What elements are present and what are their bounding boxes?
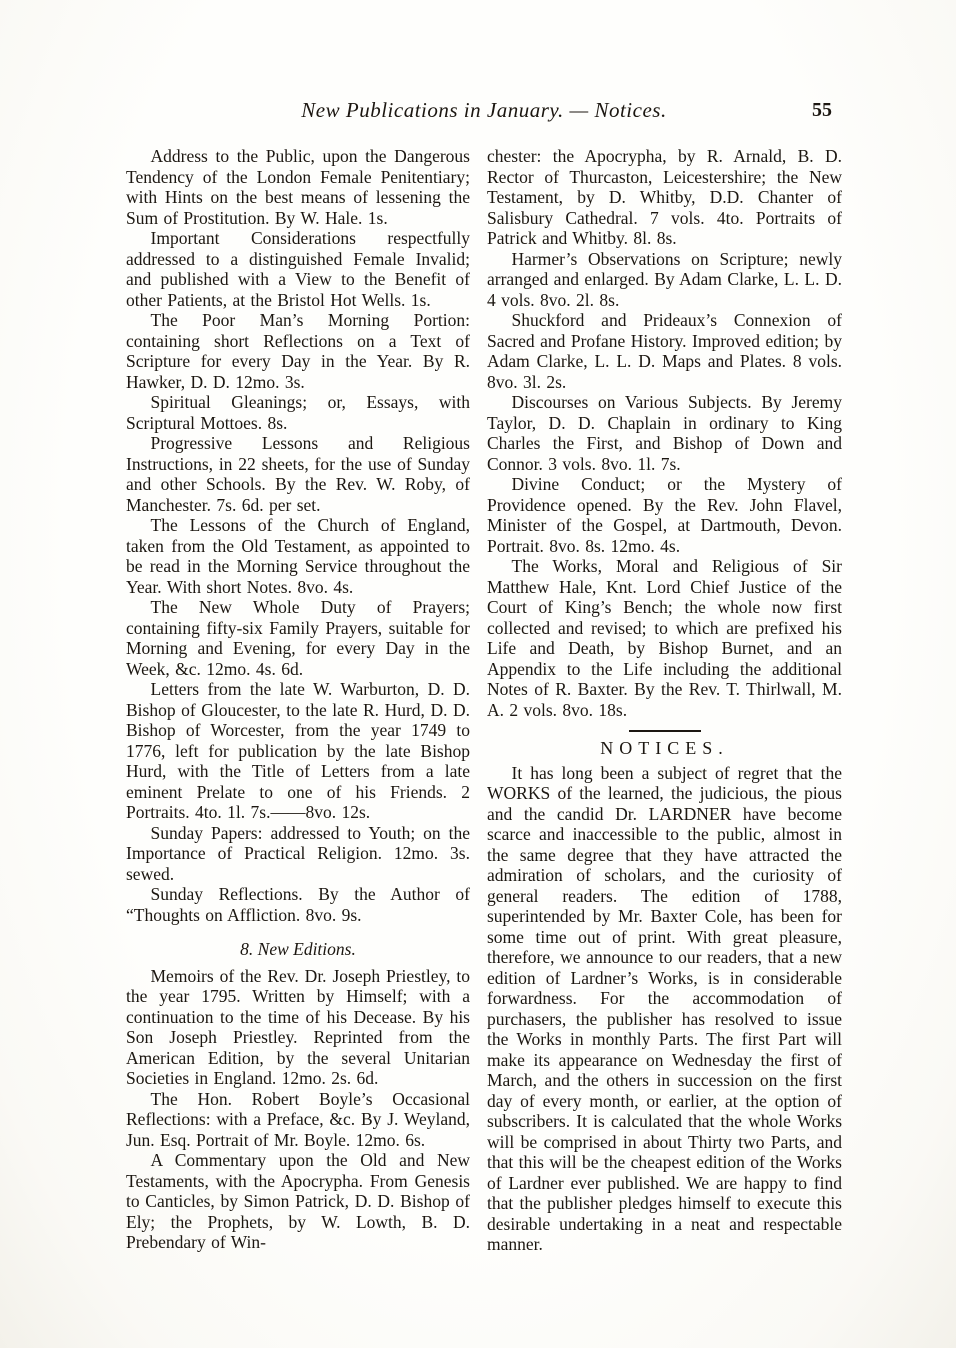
right-column [487, 146, 842, 1255]
publication-entry: Address to the Public, upon the Dangerous Tendency of the London Female Penitentiary; with Hints on the best means of lessening the Sum of Prostitution. By W. Hale. 1s. [126, 146, 470, 228]
notices-paragraph: It has long been a subject of regret that the WORKS of the learned, the judicious, the pious and the candid Dr. LARDNER have become scarce and inaccessible to the public, almost in the same degree that they have attracted the admiration of scholars, and the curiosity of general readers. The edition of 1788, superintended by Mr. Baxter Cole, has been for some time out of print. With great pleasure, therefore, we announce to our readers, that a new edition of Lardner’s Works, is in considerable forwardness. For the accommodation of purchasers, the publisher has resolved to issue the Works in monthly Parts. The first Part will make its appearance on Wednesday the first of March, and the others in succession on the first day of every month, or earlier, at the option of subscribers. It is calculated that the whole Works will be comprised in about Thirty two Parts, and that this will be the cheapest edition of the Works of Lardner ever published. We are happy to find that the publisher pledges himself to execute this desirable undertaking in a neat and respectable manner. [487, 762, 842, 1254]
publication-entry: A Commentary upon the Old and New Testaments, with the Apocrypha. From Genesis to Canticles, by Simon Patrick, D. D. Bishop of Ely; the Prophets, by W. Lowth, B. D. Prebendary of Win- [126, 1150, 470, 1252]
publication-entry: The Poor Man’s Morning Portion: containing short Reflections on a Text of Scripture for every Day in the Year. By R. Hawker, D. D. 12mo. 3s. [126, 310, 470, 392]
section-heading-new-editions: 8. New Editions. [240, 939, 356, 959]
section-divider-rule [629, 730, 701, 732]
running-head [126, 98, 842, 132]
page-title: New Publications in January. — Notices. [301, 98, 667, 122]
publication-entry: Memoirs of the Rev. Dr. Joseph Priestley, to the year 1795. Written by Himself; with a continuation to the time of his Decease. By his Son Joseph Priestley. Reprinted from the American Edition, by the several Unitarian Societies in England. 12mo. 2s. 6d. [126, 965, 470, 1088]
publication-entry: Spiritual Gleanings; or, Essays, with Scriptural Mottoes. 8s. [126, 392, 470, 433]
publication-entry: The Lessons of the Church of England, taken from the Old Testament, as appointed to be read in the Morning Service throughout the Year. With short Notes. 8vo. 4s. [126, 515, 470, 597]
publication-entry: Harmer’s Observations on Scripture; newly arranged and enlarged. By Adam Clarke, L. L. D. 4 vols. 8vo. 2l. 8s. [487, 248, 842, 310]
notices-heading: NOTICES. [600, 738, 729, 758]
publication-entry: Sunday Reflections. By the Author of “Thoughts on Affliction. 8vo. 9s. [126, 884, 470, 925]
publication-entry: Discourses on Various Subjects. By Jeremy Taylor, D. D. Chaplain in ordinary to King Charles the First, and Bishop of Down and Connor. 3 vols. 8vo. 1l. 7s. [487, 392, 842, 474]
publication-entry: Sunday Papers: addressed to Youth; on the Importance of Practical Religion. 12mo. 3s. sewed. [126, 822, 470, 884]
publication-entry: Divine Conduct; or the Mystery of Providence opened. By the Rev. John Flavel, Minister of the Gospel, at Dartmouth, Devon. Portrait. 8vo. 8s. 12mo. 4s. [487, 474, 842, 556]
two-column-layout [126, 146, 842, 1255]
publication-entry: Important Considerations respectfully addressed to a distinguished Female Invalid; and published with a View to the Benefit of other Patients, at the Bristol Hot Wells. 1s. [126, 228, 470, 310]
publication-entry: Progressive Lessons and Religious Instructions, in 22 sheets, for the use of Sunday and other Schools. By the Rev. W. Roby, of Manchester. 7s. 6d. per set. [126, 433, 470, 515]
publication-entry-continuation: chester: the Apocrypha, by R. Arnald, B. D. Rector of Thurcaston, Leicestershire; the New Testament, by D. Whitby, D.D. Chanter of Salisbury Cathedral. 7 vols. 4to. Portraits of Patrick and Whitby. 8l. 8s. [487, 146, 842, 248]
publication-entry: Letters from the late W. Warburton, D. D. Bishop of Gloucester, to the late R. Hurd, D. D. Bishop of Worcester, from the year 1749 to 1776, left for publication by the late Bishop Hurd, with the Title of Letters from a late eminent Prelate to one of his Friends. 2 Portraits. 4to. 1l. 7s.——8vo. 12s. [126, 679, 470, 822]
publication-entry: Shuckford and Prideaux’s Connexion of Sacred and Profane History. Improved edition; by Adam Clarke, L. L. D. Maps and Plates. 8 vols. 8vo. 3l. 2s. [487, 310, 842, 392]
publication-entry: The Hon. Robert Boyle’s Occasional Reflections: with a Preface, &c. By J. Weyland, Jun. Esq. Portrait of Mr. Boyle. 12mo. 6s. [126, 1088, 470, 1150]
publication-entry: The Works, Moral and Religious of Sir Matthew Hale, Knt. Lord Chief Justice of the Court of King’s Bench; the whole now first collected and revised; to which are prefixed his Life and Death, by Bishop Burnet, and an Appendix to the Life including the additional Notes of R. Baxter. By the Rev. T. Thirlwall, M. A. 2 vols. 8vo. 18s. [487, 556, 842, 720]
page-number: 55 [812, 99, 832, 121]
publication-entry: The New Whole Duty of Prayers; containing fifty-six Family Prayers, suitable for Morning and Evening, for every Day in the Week, &c. 12mo. 4s. 6d. [126, 597, 470, 679]
page-content [126, 98, 842, 1255]
left-column [126, 146, 470, 1253]
